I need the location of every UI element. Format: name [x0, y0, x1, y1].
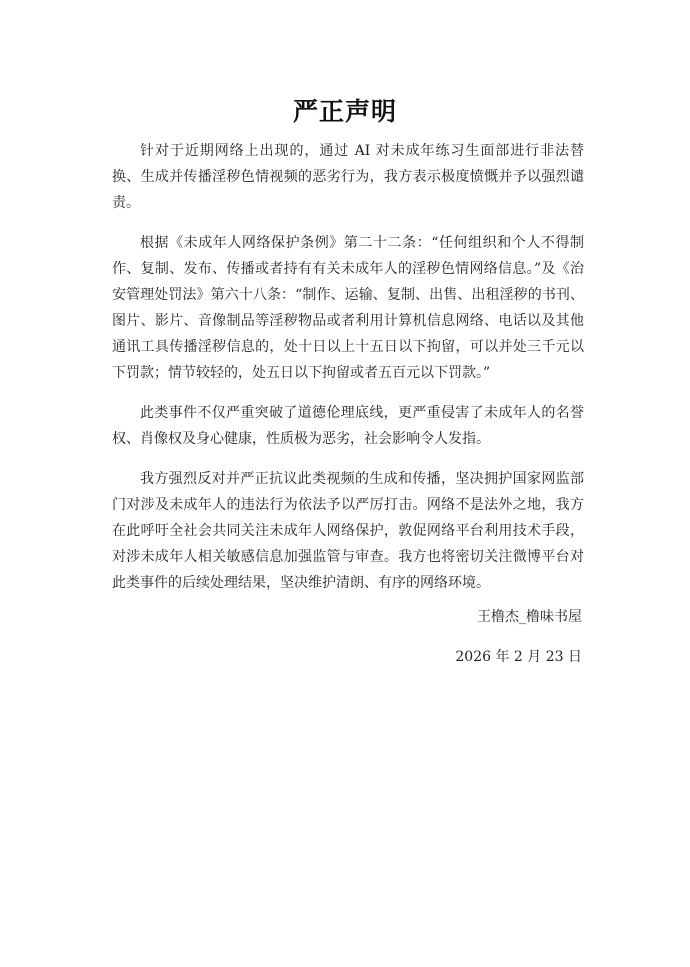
- document-title: 严正声明: [292, 97, 397, 126]
- signature-block: [455, 604, 582, 684]
- signature-name: 王橹杰_橹味书屋: [477, 609, 582, 625]
- paragraph-2: 根据《未成年人网络保护条例》第二十二条：“任何组织和个人不得制作、复制、发布、传播或者持有有关未成年人的淫秽色情网络信息。”及《治安管理处罚法》第六十八条：“制作、运输、复制、出售、出租淫秽的书刊、图片、影片、音像制品等淫秽物品或者利用计算机信息网络、电话以及其他通讯工具传播淫秽信息的，处十日以上十五日以下拘留，可以并处三千元以下罚款；情节较轻的，处五日以下拘留或者五百元以下罚款。”: [112, 235, 584, 381]
- paragraph-1: 针对于近期网络上出现的，通过 AI 对未成年练习生面部进行非法替换、生成并传播淫秽色情视频的恶劣行为，我方表示极度愤慨并予以强烈谴责。: [112, 143, 584, 211]
- document-body: [112, 138, 584, 610]
- signature-date: 2026 年 2 月 23 日: [455, 649, 582, 665]
- paragraph-4: 我方强烈反对并严正抗议此类视频的生成和传播，坚决拥护国家网监部门对涉及未成年人的违法行为依法予以严厉打击。网络不是法外之地，我方在此呼吁全社会共同关注未成年人网络保护，敦促网络平台利用技术手段，对涉未成年人相关敏感信息加强监管与审查。我方也将密切关注微博平台对此类事件的后续处理结果，坚决维护清朗、有序的网络环境。: [112, 471, 584, 591]
- paragraph-3: 此类事件不仅严重突破了道德伦理底线，更严重侵害了未成年人的名誉权、肖像权及身心健康，性质极为恶劣，社会影响令人发指。: [112, 405, 584, 447]
